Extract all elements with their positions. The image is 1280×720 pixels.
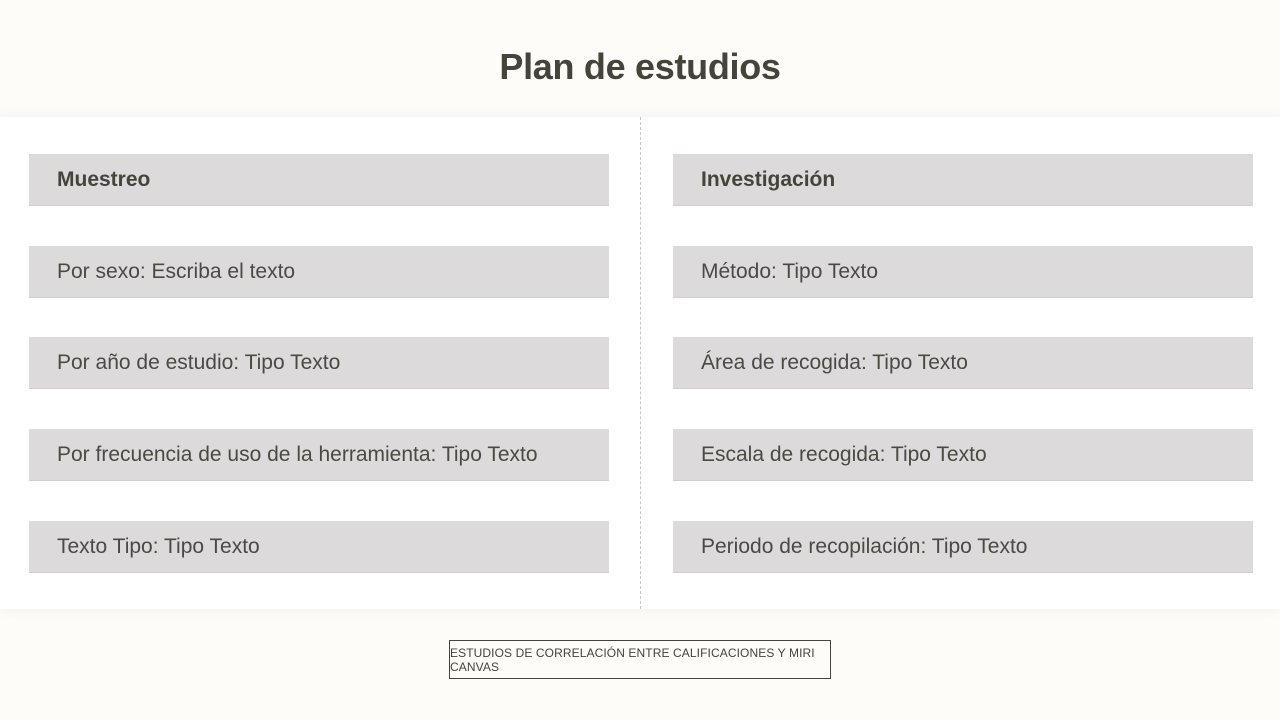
- sampling-header[interactable]: Muestreo: [29, 154, 609, 206]
- slide-title: Plan de estudios: [499, 46, 781, 87]
- sampling-item-type[interactable]: Texto Tipo: Tipo Texto: [29, 521, 609, 573]
- column-divider: [640, 117, 641, 609]
- sampling-item-frequency[interactable]: Por frecuencia de uso de la herramienta: Tipo Texto: [29, 429, 609, 481]
- research-item-period[interactable]: Periodo de recopilación: Tipo Texto: [673, 521, 1253, 573]
- footer-badge[interactable]: ESTUDIOS DE CORRELACIÓN ENTRE CALIFICACIONES Y MIRI CANVAS: [449, 640, 831, 679]
- research-item-method[interactable]: Método: Tipo Texto: [673, 246, 1253, 298]
- research-item-scale[interactable]: Escala de recogida: Tipo Texto: [673, 429, 1253, 481]
- research-header[interactable]: Investigación: [673, 154, 1253, 206]
- sampling-item-sex[interactable]: Por sexo: Escriba el texto: [29, 246, 609, 298]
- content-panel: [0, 117, 1280, 609]
- research-item-area[interactable]: Área de recogida: Tipo Texto: [673, 337, 1253, 389]
- sampling-item-year[interactable]: Por año de estudio: Tipo Texto: [29, 337, 609, 389]
